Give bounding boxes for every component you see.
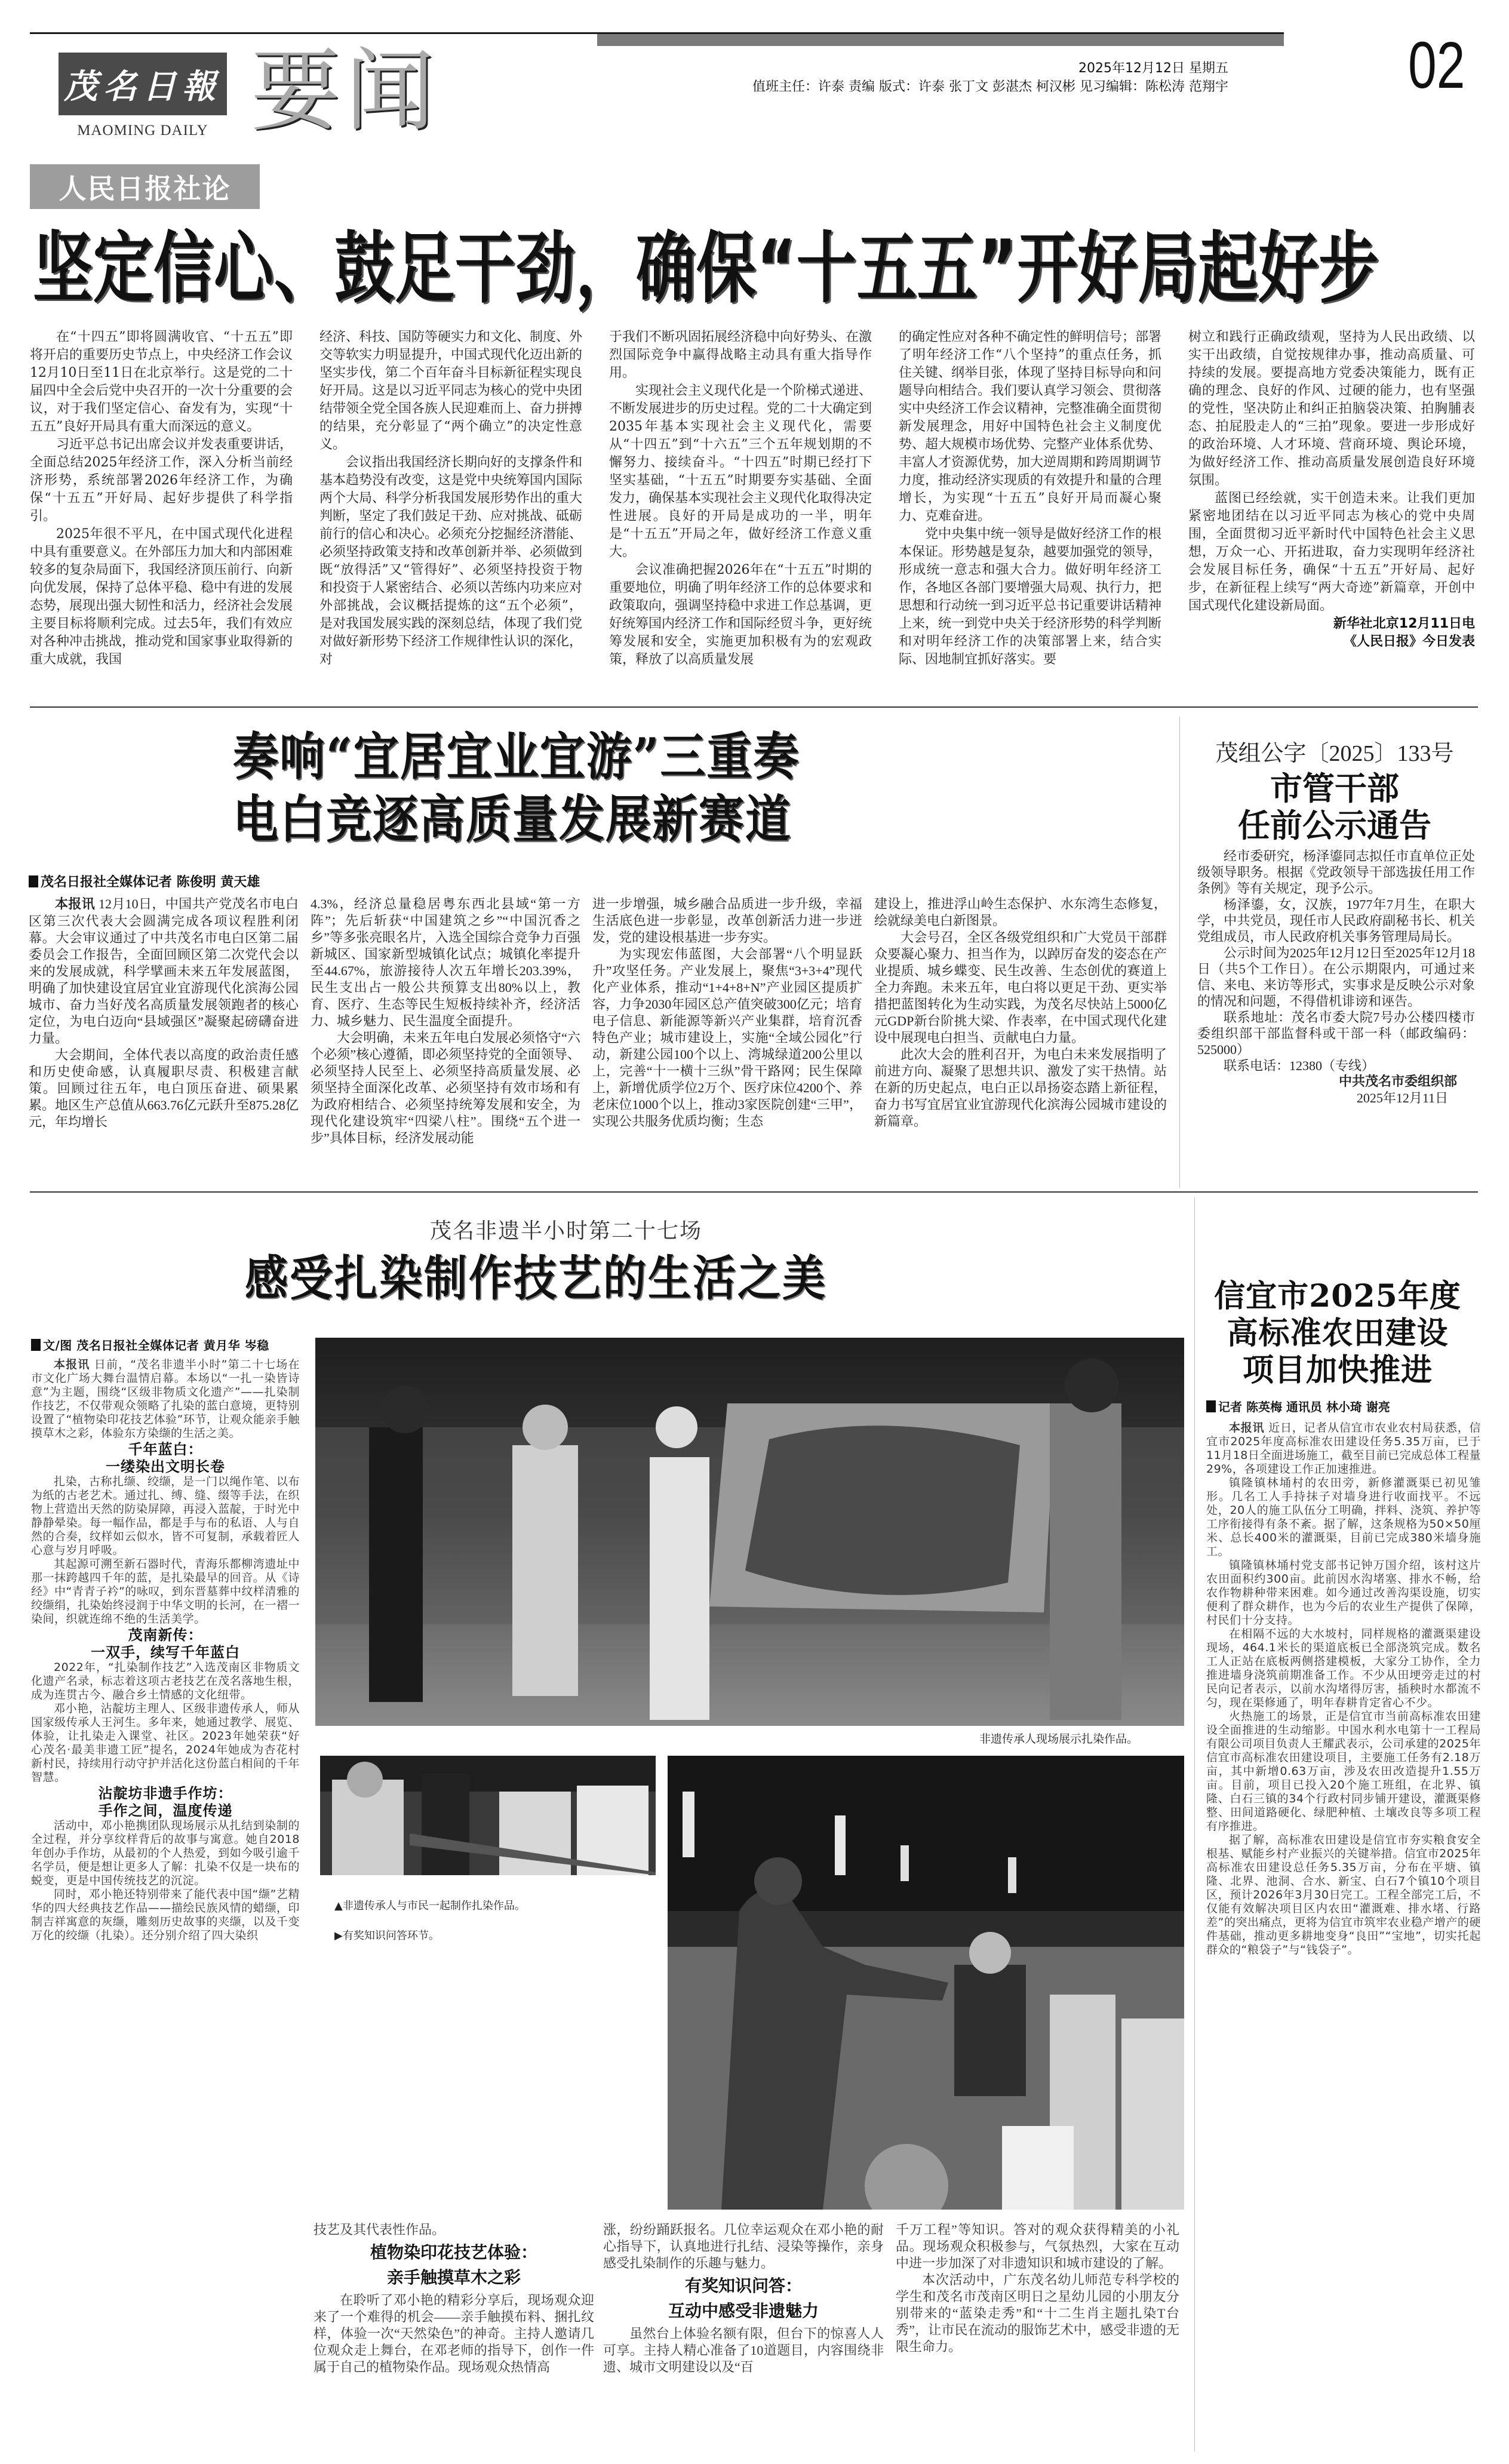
byline-marker-icon [31, 1339, 41, 1351]
paragraph: 在“十四五”即将圆满收官、“十五五”即将开启的重要历史节点上，中央经济工作会议12月10日至11日在北京举行。这是党的二十届四中全会后党中央召开的一次十分重要的会议，对于我们坚定信心、奋发有为，实现“十五五”良好开局具有重大而深远的意义。 [30, 330, 293, 434]
column-divider [1179, 717, 1180, 1188]
editorial-column-1 [30, 328, 293, 700]
paragraph: 联系电话：12380（专线） [1224, 1058, 1375, 1073]
paragraph: 杨泽鎏，女，汉族，1977年7月生，在职大学，中共党员，现任市人民政府副秘书长、机关党组成员，市人民政府机关事务管理局局长。 [1197, 897, 1475, 944]
photo-stage-display-image [315, 1338, 1184, 1726]
paragraph: 经市委研究，杨泽鎏同志拟任市直单位正处级领导职务。根据《党政领导干部选拔任用工作条例》等有关规定，现予公示。 [1197, 849, 1475, 896]
dianbai-column-1 [29, 896, 299, 1182]
paragraph: 为实现宏伟蓝图，大会部署“八个明显跃升”攻坚任务。产业发展上，聚焦“3+3+4”现代化产业体系，推动“1+4+8+N”产业园区提质扩容，力争2030年园区总产值突破300亿元；培育电子信息、新能源等新兴产业集群，培育沉香特色产业；城市建设上，实施“全域公园化”行动，新建公园100个以上、湾城绿道200公里以上，完善“十一横十三纵”骨干路网；民生保障上，新增优质学位2万个、医疗床位4200个、养老床位1000个以上，推动3家医院创建“三甲”，实现公共服务优质均衡；生态 [592, 947, 862, 1129]
photo-stage-display [315, 1338, 1184, 1726]
paragraph: 同时，邓小艳还特别带来了能代表中国“缬”艺精华的四大经典技艺作品——描绘民族风情的蜡缬，印制吉祥寓意的灰缬，雕刻历史故事的夹缬，以及千变万化的绞缬（扎染）。还分别介绍了四大染织 [31, 1888, 300, 1942]
paragraph: 联系地址：茂名市委大院7号办公楼四楼市委组织部干部监督科或干部一科（邮政编码：525000） [1197, 1010, 1475, 1057]
byline-marker-icon [29, 875, 38, 887]
heritage-byline: 文/图 茂名日报社全媒体记者 黄月华 岑稳 [31, 1338, 300, 1353]
editorial-column-4 [899, 328, 1161, 700]
notice-title-line2: 任前公示通告 [1238, 806, 1431, 844]
paragraph: 镇隆镇林埇村的农田旁，新修灌溉渠已初见雏形。几名工人手持抹子对墙身进行收面找平。不远处，20人的施工队伍分工明确，拌料、浇筑、养护等工序衔接得有条不紊。据了解，这条规格为50×50厘米、总长400米的灌溉渠，目前已完成380米墙身施工。 [1206, 1476, 1481, 1558]
paragraph: 此次大会的胜利召开，为电白未来发展指明了前进方向、凝聚了思想共识、激发了实干热情。站在新的历史起点，电白正以昂扬姿态踏上新征程，奋力书写宜居宜业宜游现代化滨海公园城市建设的新篇章。 [874, 1047, 1167, 1129]
paragraph: 千万工程”等知识。答对的观众获得精美的小礼品。现场观众积极参与，气氛热烈，大家在互动中进一步加深了对非遗知识和城市建设的了解。 [896, 2222, 1179, 2271]
photo-quiz-image [668, 1756, 1184, 2210]
paragraph: 习近平总书记出席会议并发表重要讲话，全面总结2025年经济工作，深入分析当前经济形势，系统部署2026年经济工作，为确保“十五五”开好局、起好步提供了科学指引。 [30, 437, 293, 524]
xinyi-headline: 信宜市2025年度 高标准农田建设 项目加快推进 [1214, 1278, 1461, 1388]
photo-caption-left: ▲非遗传承人与市民一起制作扎染作品。 [334, 1900, 525, 1912]
notice-title-line1: 市管干部 [1270, 769, 1399, 807]
heritage-column-left [31, 1338, 300, 2454]
paragraph: 建设上，推进浮山岭生态保护、水东湾生态修复，绘就绿美电白新图景。 [874, 896, 1167, 928]
paragraph: 本报讯 12月10日，中国共产党茂名市电白区第三次代表大会圆满完成各项议程胜利闭幕。大会审议通过了中共茂名市电白区第二届委员会工作报告，全面回顾区第二次党代会以来的发展成就，科学擘画未来五年发展蓝图，明确了加快建设宜居宜业宜游现代化滨海公园城市、奋力当好茂名高质量发展领跑者的核心定位，为电白迈向“县域强区”凝聚起磅礴奋进力量。 [29, 896, 299, 1046]
notice-signature: 中共茂名市委组织部 [1338, 1074, 1457, 1089]
paragraph: 2022年，“扎染制作技艺”入选茂南区非物质文化遗产名录，标志着这项古老技艺在茂名落地生根，成为连贯古今、融合乡土情感的文化纽带。 [31, 1661, 300, 1701]
photo-caption-main: 非遗传承人现场展示扎染作品。 [979, 1732, 1139, 1746]
paragraph: 实现社会主义现代化是一个阶梯式递进、不断发展进步的历史过程。党的二十大确定到2035年基本实现社会主义现代化，需要从“十四五”到“十六五”三个五年规划期的不懈努力、接续奋斗。“十四五”时期已经打下坚实基础，“十五五”时期要夯实基础、全面发力，确保基本实现社会主义现代化取得决定性进展。良好的开局是成功的一半，明年是“十五五”开局之年，做好经济工作意义重大。 [609, 383, 872, 560]
lead-word: 本报讯 [54, 1358, 90, 1371]
lead-word: 本报讯 [1229, 1421, 1265, 1434]
paragraph: 其起源可溯至新石器时代，青海乐都柳湾遗址中那一抹跨越四千年的蓝，是扎染最早的回音。从《诗经》中“青青子衿”的咏叹，到东晋墓葬中纹样清雅的绞缬绢，扎染始终浸润于中华文明的长河，在一褶一染间，织就连绵不绝的生活美学。 [31, 1557, 300, 1626]
subheading: 一缕染出文明长卷 [106, 1458, 225, 1475]
notice-body [1197, 848, 1475, 1185]
photo-workshop [320, 1756, 656, 1875]
paragraph: 本报讯 近日，记者从信宜市农业农村局获悉，信宜市2025年度高标准农田建设任务5.35万亩，已于11月18日全面进场施工，截至目前已完成总体工程量29%，各项建设工作正加速推进。 [1206, 1421, 1481, 1476]
notice-number: 茂组公字〔2025〕133号 [1215, 741, 1454, 766]
newspaper-logo: 茂名日報 [59, 53, 227, 115]
dianbai-column-3 [592, 896, 862, 1182]
heritage-bottom-column-2 [603, 2222, 884, 2457]
editorial-column-5 [1188, 328, 1475, 700]
xinyi-byline: 记者 陈英梅 通讯员 林小琦 谢亮 [1206, 1397, 1390, 1415]
page-number: 02 [1408, 29, 1465, 102]
paragraph: 本报讯 日前，“茂名非遗半小时”第二十七场在市文化广场大舞台温情启幕。本场以“一扎一染皆诗意”为主题，围绕“区级非物质文化遗产”——扎染制作技艺，不仅带观众领略了扎染的蓝白意境，更特别设置了“植物染印花技艺体验”环节，让观众能亲手触摸草木之彩，体验东方染缬的生活之美。 [31, 1358, 300, 1440]
paragraph: 大会明确，未来五年电白发展必须恪守“六个必须”核心遵循，即必须坚持党的全面领导、必须坚持人民至上、必须坚持高质量发展、必须坚持全面深化改革、必须坚持有效市场和有为政府相结合、必须坚持统筹发展和安全，为现代化建设筑牢“四梁八柱”。围绕“五个进一步”具体目标，经济发展动能 [311, 1030, 580, 1145]
paragraph: 火热施工的场景，正是信宜市当前高标准农田建设全面推进的生动缩影。中国水利水电第十一工程局有限公司项目负责人王耀武表示，公司承建的2025年信宜市高标准农田建设项目，主要施工任务有2.18万亩，其中新增0.63万亩，涉及农田改造提升1.55万亩。目前，项目已投入20个施工班组，在北界、镇隆、白石三镇的34个行政村同步铺开建设，灌溉渠修整、田间道路硬化、绿肥种植、土壤改良等多项工程有序推进。 [1206, 1710, 1481, 1833]
heritage-kicker: 茂名非遗半小时第二十七场 [430, 1219, 703, 1243]
editorial-column-2 [319, 328, 582, 700]
photo-workshop-image [320, 1756, 656, 1875]
section-title: 要闻 [251, 39, 440, 143]
byline-marker-icon [1206, 1400, 1216, 1412]
heritage-headline: 感受扎染制作技艺的生活之美 [245, 1249, 828, 1307]
heritage-bottom-column-3 [896, 2222, 1179, 2457]
paragraph: 树立和践行正确政绩观，坚持为人民出政绩、以实干出政绩，自觉按规律办事，推动高质量、可持续的发展。要提高地方党委决策能力，既有正确的理念、良好的作风、过硬的能力，也有坚强的党性，坚决防止和纠正拍脑袋决策、拍胸脯表态、拍屁股走人的“三拍”现象。要进一步形成好的政治环境、人才环境、营商环境、舆论环境，为做好经济工作、推动高质量发展创造良好环境氛围。 [1188, 330, 1475, 488]
paragraph: 党中央集中统一领导是做好经济工作的根本保证。形势越是复杂，越要加强党的领导，形成统一意志和强大合力。做好明年经济工作，各地区各部门要增强大局观、执行力，把思想和行动统一到习近平总书记重要讲话精神上来，统一到党中央关于经济形势的科学判断和对明年经济工作的决策部署上来，结合实际、因地制宜抓好落实。要 [899, 527, 1161, 667]
column-divider [1194, 1197, 1195, 2451]
dianbai-column-4 [874, 896, 1167, 1182]
paragraph: 本次活动中，广东茂名幼儿师范专科学校的学生和茂名市茂南区明日之星幼儿园的小朋友分别带来的“蓝染走秀”和“十二生肖主题扎染T台秀”，让市民在流动的服饰艺术中，感受非遗的无限生命力。 [896, 2272, 1179, 2354]
editorial-staff: 值班主任：许泰 责编 版式：许泰 张丁文 彭湛杰 柯汉彬 见习编辑：陈松涛 范翔宇 [752, 79, 1228, 94]
photo-caption-right: ▶有奖知识问答环节。 [334, 1930, 440, 1942]
paragraph: 2025年很不平凡，在中国式现代化进程中具有重要意义。在外部压力加大和内部困难较多的复杂局面下，我国经济顶压前行、向新向优发展，保持了总体平稳、稳中有进的发展态势，展现出强大韧性和活力，经济社会发展主要目标将顺利完成。过去5年，我们有效应对各种冲击挑战，推动党和国家事业取得新的重大成就，我国 [30, 527, 293, 667]
paragraph: 的确定性应对各种不确定性的鲜明信号；部署了明年经济工作“八个坚持”的重点任务，抓住关键、纲举目张，体现了坚持目标导向和问题导向相结合。我们要认真学习领会、贯彻落实中央经济工作会议精神，完整准确全面贯彻新发展理念，用好中国特色社会主义制度优势、超大规模市场优势、完整产业体系优势、丰富人才资源优势，加大逆周期和跨周期调节力度，推动经济实现质的有效提升和量的合理增长，为实现“十五五”良好开局而凝心聚力、克难奋进。 [899, 330, 1161, 524]
dianbai-headline-line1: 奏响“宜居宜业宜游”三重奏 [233, 727, 800, 786]
paragraph: 镇隆镇林埇村党支部书记钟万国介绍，该村这片农田面积约300亩。此前因水沟堵塞、排水不畅，给农作物耕种带来困难。如今通过改善沟渠设施，切实便利了群众耕作，也为今后的农业生产提供了保障，村民们十分支持。 [1206, 1559, 1481, 1627]
subheading: 茂南新传： [128, 1626, 203, 1643]
paragraph: 涨，纷纷踊跃报名。几位幸运观众在邓小艳的耐心指导下，认真地进行扎结、浸染等操作，亲身感受扎染制作的乐趣与魅力。 [603, 2222, 884, 2271]
paragraph: 虽然台上体验名额有限，但台下的惊喜人人可享。主持人精心准备了10道题目，内容围绕非遗、城市文明建设以及“百 [603, 2326, 884, 2374]
dianbai-headline-line2: 电白竞逐高质量发展新赛道 [233, 789, 792, 849]
heritage-bottom-column-1 [314, 2222, 594, 2457]
editorial-column-3 [609, 328, 872, 700]
newspaper-logo-english: MAOMING DAILY [77, 122, 208, 139]
paragraph: 大会期间，全体代表以高度的政治责任感和历史使命感，认真履职尽责、积极建言献策。回顾过往五年，电白顶压奋进、硕果累累。地区生产总值从663.76亿元跃升至875.28亿元，年均增长 [29, 1047, 299, 1129]
subheading: 植物染印花技艺体验： [370, 2242, 537, 2262]
photo-quiz [668, 1756, 1184, 2210]
paragraph: 活动中，邓小艳携团队现场展示从扎结到染制的全过程，并分享纹样背后的故事与寓意。她自2018年创办手作坊，从最初的个人热爱，到如今吸引逾千名学员，便是想让更多人了解：扎染不仅是一块布的蜕变，更是中国传统技艺的沉淀。 [31, 1819, 300, 1887]
lead-headline: 坚定信心、鼓足干劲，确保“十五五”开好局起好步 [33, 223, 1379, 314]
subheading: 亲手触摸草木之彩 [386, 2268, 521, 2287]
paragraph: 据了解，高标准农田建设是信宜市夯实粮食安全根基、赋能乡村产业振兴的关键举措。信宜市2025年高标准农田建设总任务5.35万亩，分布在平塘、镇隆、北界、池洞、合水、新宝、白石7个镇10个项目区，预计2026年3月30日完工。工程全部完工后，不仅能有效解决项目区内农田“灌溉难、排水堵、行路差”的突出痛点，更将为信宜市筑牢农业稳产增产的硬件基础，推动更多耕地变身“良田”“宝地”，切实托起群众的“粮袋子”与“钱袋子”。 [1206, 1833, 1481, 1956]
paragraph: 公示时间为2025年12月12日至2025年12月18日（共5个工作日）。在公示期限内，可通过来信、来电、来访等形式，实事求是反映公示对象的情况和问题，不得借机诽谤和诬告。 [1197, 945, 1475, 1009]
subheading: 手作之间，温度传递 [98, 1802, 233, 1819]
section-divider [30, 1191, 1478, 1193]
paragraph: 大会号召，全区各级党组织和广大党员干部群众要凝心聚力、担当作为，以踔厉奋发的姿态在产业提质、城乡蝶变、民生改善、生态创优的赛道上全力奔跑。未来五年，电白将以更足干劲、更实举措把蓝图转化为生动实践，为茂名尽快站上5000亿元GDP新台阶挑大梁、作表率，在中国式现代化建设中展现电白担当、贡献电白力量。 [874, 930, 1167, 1045]
paragraph: 在相隔不远的大水坡村，同样规格的灌溉渠建设现场，464.1米长的渠道底板已全部浇筑完成。数名工人正站在底板两侧搭建模板，大家分工协作，全力推进墙身浇筑前期准备工作。不少从田埂旁走过的村民向记者表示，以前水沟堵得厉害，插秧时水都流不匀，现在渠修通了，明年春耕肯定省心不少。 [1206, 1627, 1481, 1709]
column-tag: 人民日报社论 [30, 164, 260, 209]
paragraph: 于我们不断巩固拓展经济稳中向好势头、在激烈国际竞争中赢得战略主动具有重大指导作用。 [609, 330, 872, 380]
paragraph: 扎染，古称扎缬、绞缬，是一门以绳作笔、以布为纸的古老艺术。通过扎、缚、缝、缀等手法，在织物上营造出天然的防染屏障，再浸入蓝靛，于时光中静静晕染。每一幅作品，都是手与布的私语、人与自然的合奏，纹样如云似水，皆不可复制，承载着匠人心意与岁月呼吸。 [31, 1475, 300, 1557]
dianbai-byline: 茂名日报社全媒体记者 陈俊明 黄天雄 [29, 872, 260, 890]
paragraph: 蓝图已经绘就，实干创造未来。让我们更加紧密地团结在以习近平同志为核心的党中央周围，全面贯彻习近平新时代中国特色社会主义思想，万众一心、开拓进取，奋力实现明年经济社会发展目标任务，确保“十五五”开好局、起好步，在新征程上续写“两大奇迹”新篇章，开创中国式现代化建设新局面。 [1188, 491, 1475, 613]
issue-date: 2025年12月12日 星期五 [1078, 61, 1228, 76]
lead-word: 本报讯 [55, 897, 96, 912]
paragraph: 技艺及其代表性作品。 [314, 2222, 445, 2237]
paragraph: 会议指出我国经济长期向好的支撑条件和基本趋势没有改变，这是党中央统筹国内国际两个大局、科学分析我国发展形势作出的重大判断，坚定了我们鼓足干劲、应对挑战、砥砺前行的信心和决心。必须充分挖掘经济潜能、必须坚持政策支持和改革创新并举、必须做到既“放得活”又“管得好”、必须坚持投资于物和投资于人紧密结合、必须以苦练内功来应对外部挑战，会议概括提炼的这“五个必须”，是对我国发展实践的深刻总结，体现了我们党对做好新形势下经济工作规律性认识的深化，对 [319, 455, 582, 667]
paragraph: 经济、科技、国防等硬实力和文化、制度、外交等软实力明显提升，中国式现代化迈出新的坚实步伐，第二个百年奋斗目标新征程实现良好开局。这是以习近平同志为核心的党中央团结带领全党全国各族人民迎难而上、奋力拼搏的结果，充分彰显了“两个确立”的决定性意义。 [319, 330, 582, 452]
paragraph: 进一步增强，城乡融合品质进一步升级，幸福生活底色进一步彰显，改革创新活力进一步迸发，党的建设根基进一步夯实。 [592, 896, 862, 945]
subheading: 一双手，续写千年蓝白 [91, 1643, 240, 1661]
subheading: 沾靛坊非遗手作坊： [98, 1784, 233, 1802]
xinyi-body [1206, 1421, 1481, 2454]
paragraph: 4.3%，经济总量稳居粤东西北县域“第一方阵”；先后斩获“中国建筑之乡”“中国沉香之乡”等多张亮眼名片，入选全国综合竞争力百强新城区、国家新型城镇化试点；城镇化率提升至44.67%，旅游接待人次五年增长203.39%，民生支出占一般公共预算支出80%以上，教育、医疗、生态等民生短板持续补齐，经济活力、城乡魅力、民生温度全面提升。 [311, 896, 580, 1028]
source-line: 新华社北京12月11日电 [1333, 616, 1475, 631]
subheading: 互动中感受非遗魅力 [668, 2301, 819, 2321]
paragraph: 会议准确把握2026年在“十五五”时期的重要地位，明确了明年经济工作的总体要求和政策取向，强调坚持稳中求进工作总基调，更好统筹国内经济工作和国际经贸斗争，更好统筹发展和安全，实施更加积极有为的宏观政策，释放了以高质量发展 [609, 563, 872, 667]
source-line: 《人民日报》今日发表 [1343, 634, 1475, 649]
notice-date: 2025年12月11日 [1356, 1090, 1448, 1105]
masthead-bar [597, 34, 1284, 46]
paragraph: 邓小艳，沾靛坊主理人、区级非遗传承人，师从国家级传承人王河生。多年来，她通过教学、展览、体验，让扎染走入课堂、社区。2023年她荣获“好心茂名·最美非遗工匠”提名，2024年她成为杏花村新村民，持续用行动守护并活化这份蓝白相间的千年智慧。 [31, 1702, 300, 1784]
subheading: 有奖知识问答： [684, 2276, 802, 2296]
subheading: 千年蓝白： [128, 1440, 203, 1458]
section-divider [30, 706, 1478, 708]
paragraph: 在聆听了邓小艳的精彩分享后，现场观众迎来了一个难得的机会——亲手触摸布料、捆扎纹样，体验一次“天然染色”的神奇。主持人邀请几位观众走上舞台，在邓老师的指导下，创作一件属于自己的植物染作品。现场观众热情高 [314, 2293, 594, 2374]
dianbai-column-2 [311, 896, 580, 1182]
